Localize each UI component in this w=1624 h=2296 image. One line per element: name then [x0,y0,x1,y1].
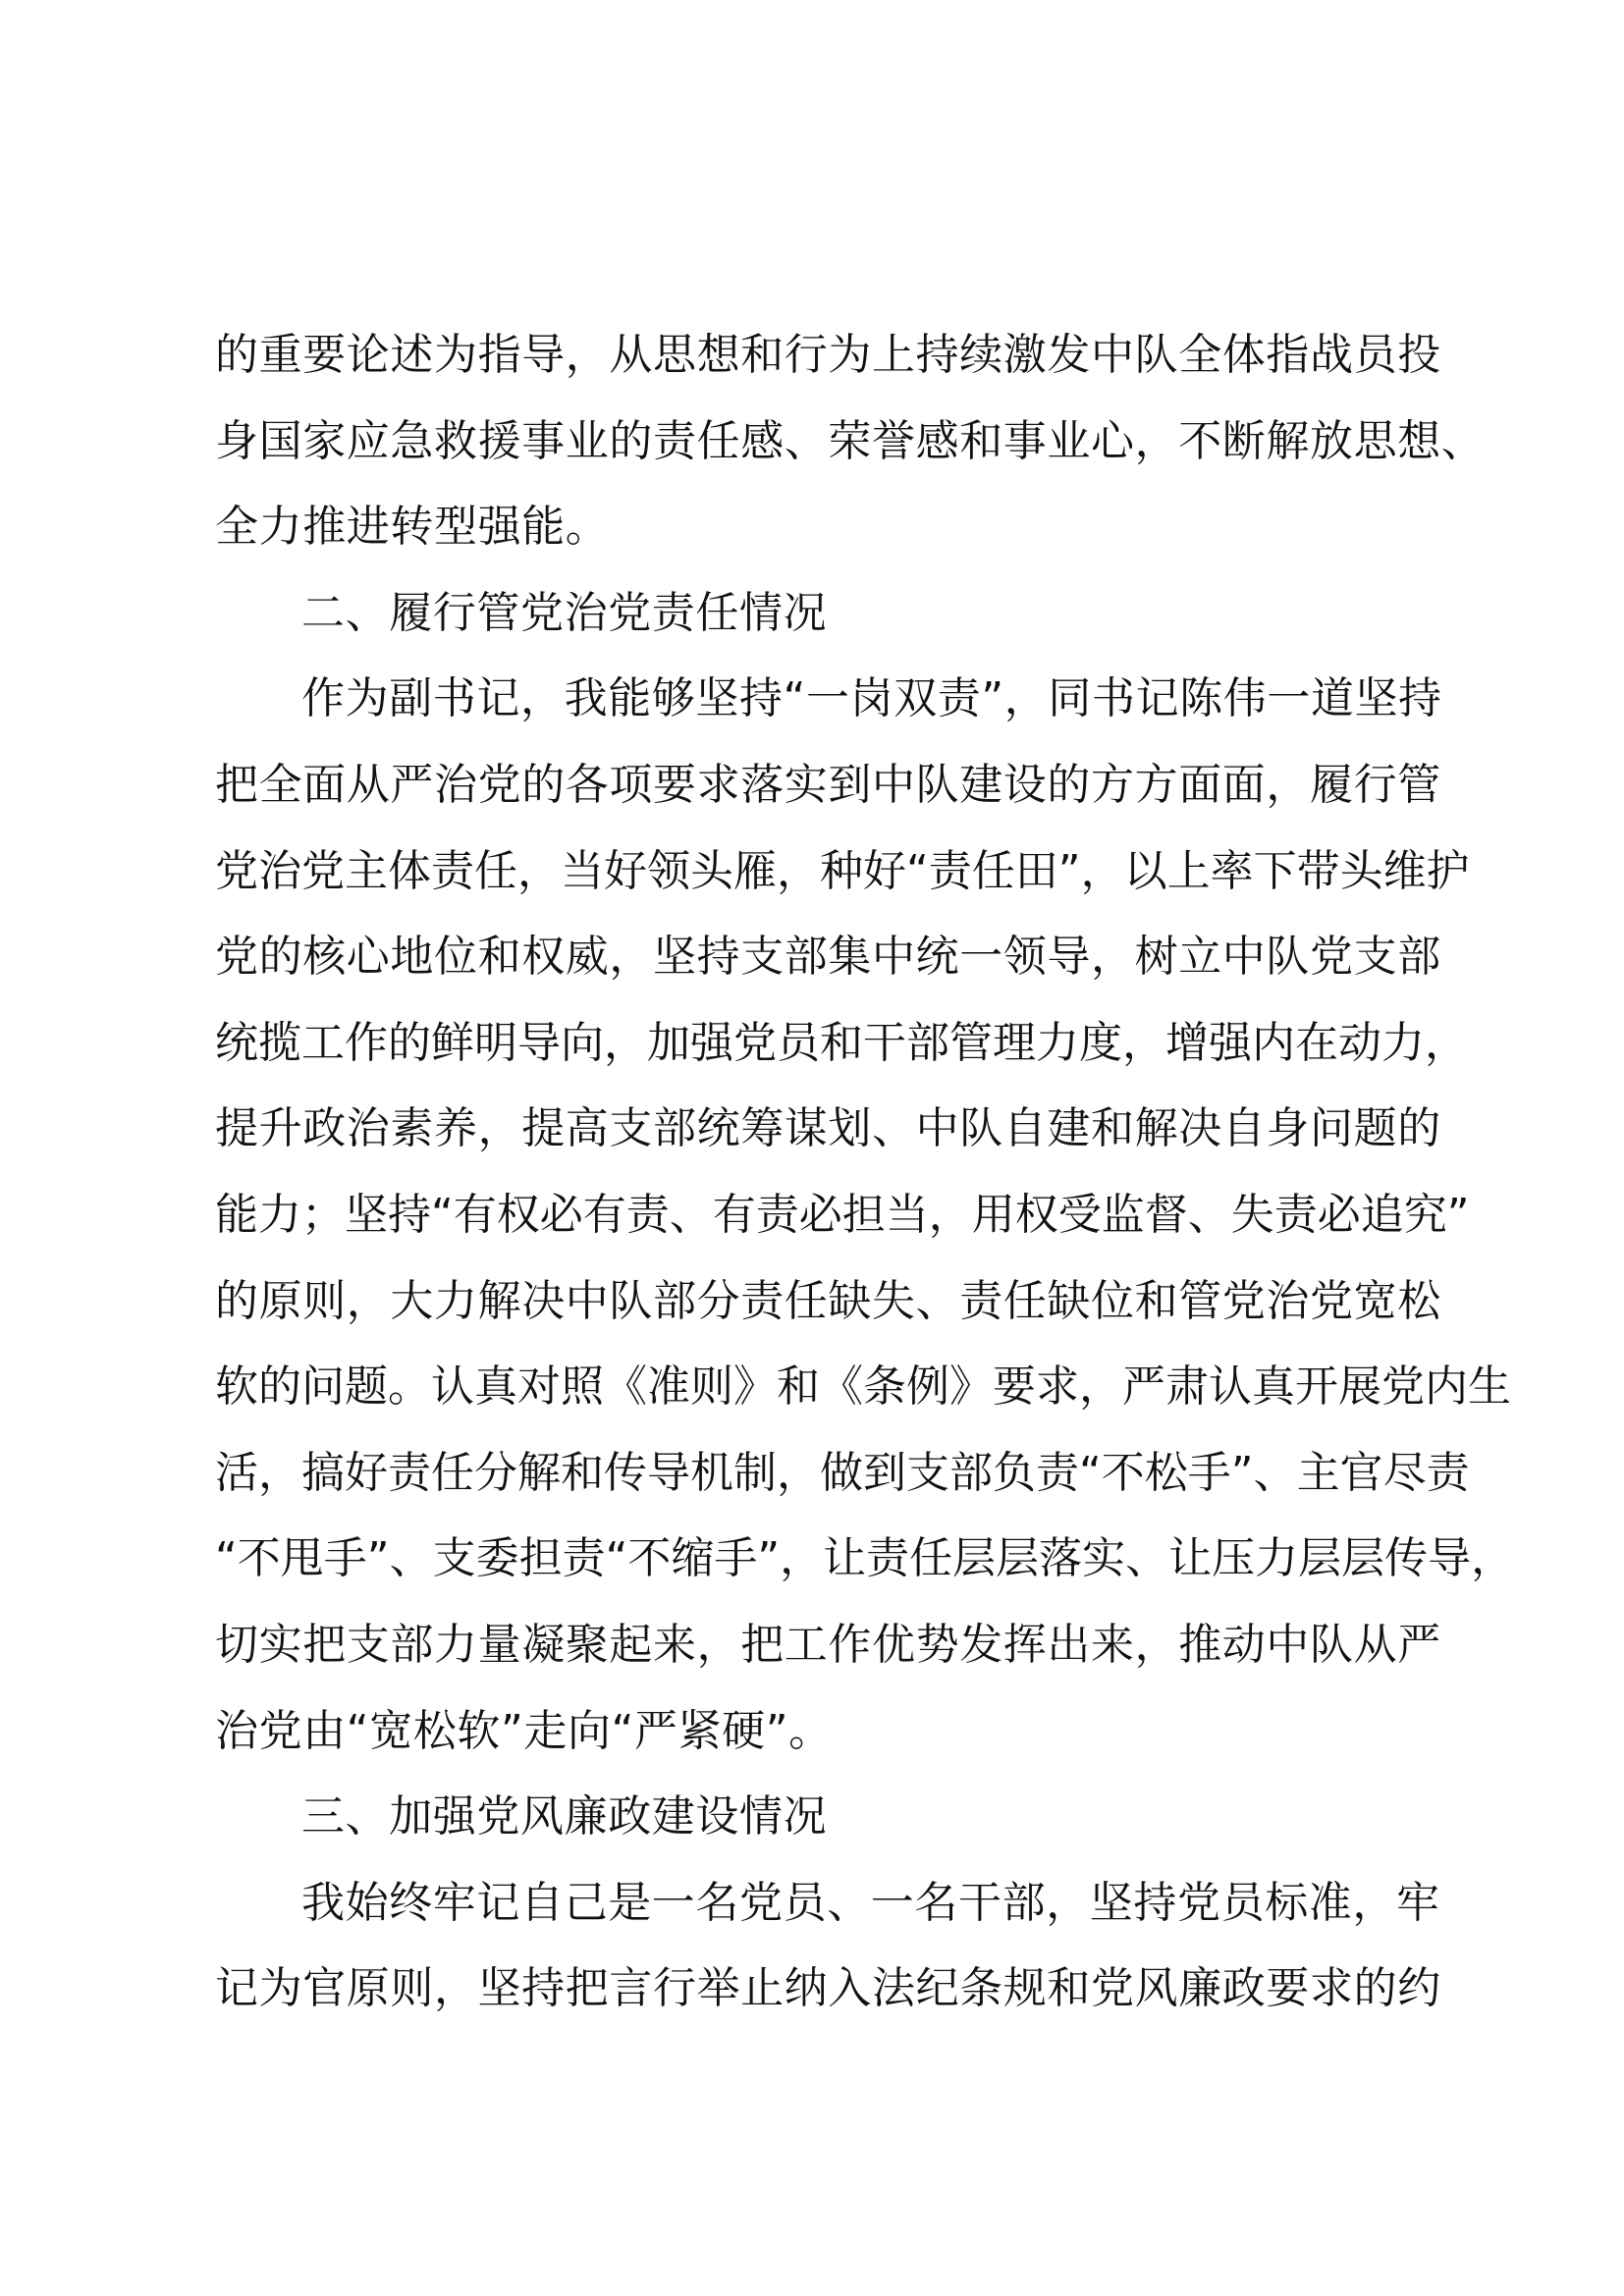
text-line: 的重要论述为指导，从思想和行为上持续激发中队全体指战员投 [215,330,1441,380]
text-line: 党治党主体责任，当好领头雁，种好“责任田”，以上率下带头维护 [215,845,1470,896]
text-line: 统揽工作的鲜明导向，加强党员和干部管理力度，增强内在动力， [215,1017,1468,1068]
text-line: 能力；坚持“有权必有责、有责必担当，用权受监督、失责必追究” [215,1189,1470,1240]
text-line: 切实把支部力量凝聚起来，把工作优势发挥出来，推动中队从严 [215,1619,1441,1670]
section-heading-3: 三、加强党风廉政建设情况 [301,1791,828,1842]
text-line: 活，搞好责任分解和传导机制，做到支部负责“不松手”、主官尽责 [215,1447,1470,1498]
text-line: 软的问题。认真对照《准则》和《条例》要求，严肃认真开展党内生 [215,1362,1511,1413]
text-line: 身国家应急救援事业的责任感、荣誉感和事业心，不断解放思想、 [215,415,1486,466]
text-line: 党的核心地位和权威，坚持支部集中统一领导，树立中队党支部 [215,932,1441,983]
text-line: 全力推进转型强能。 [215,502,610,553]
text-line: 的原则，大力解决中队部分责任缺失、责任缺位和管党治党宽松 [215,1275,1441,1326]
text-line: 把全面从严治党的各项要求落实到中队建设的方方面面，履行管 [215,759,1441,810]
text-line: 记为官原则，坚持把言行举止纳入法纪条规和党风廉政要求的约 [215,1963,1441,2014]
document-body [215,312,1515,2032]
text-line: 治党由“宽松软”走向“严紧硬”。 [215,1705,833,1756]
text-line: “不甩手”、支委担责“不缩手”，让责任层层落实、让压力层层传导， [215,1533,1515,1584]
text-line: 作为副书记，我能够坚持“一岗双责”，同书记陈伟一道坚持 [301,673,1442,724]
text-line: 我始终牢记自己是一名党员、一名干部，坚持党员标准，牢 [301,1877,1440,1928]
text-line: 提升政治素养，提高支部统筹谋划、中队自建和解决自身问题的 [215,1103,1441,1154]
section-heading-2: 二、履行管党治党责任情况 [301,587,828,638]
